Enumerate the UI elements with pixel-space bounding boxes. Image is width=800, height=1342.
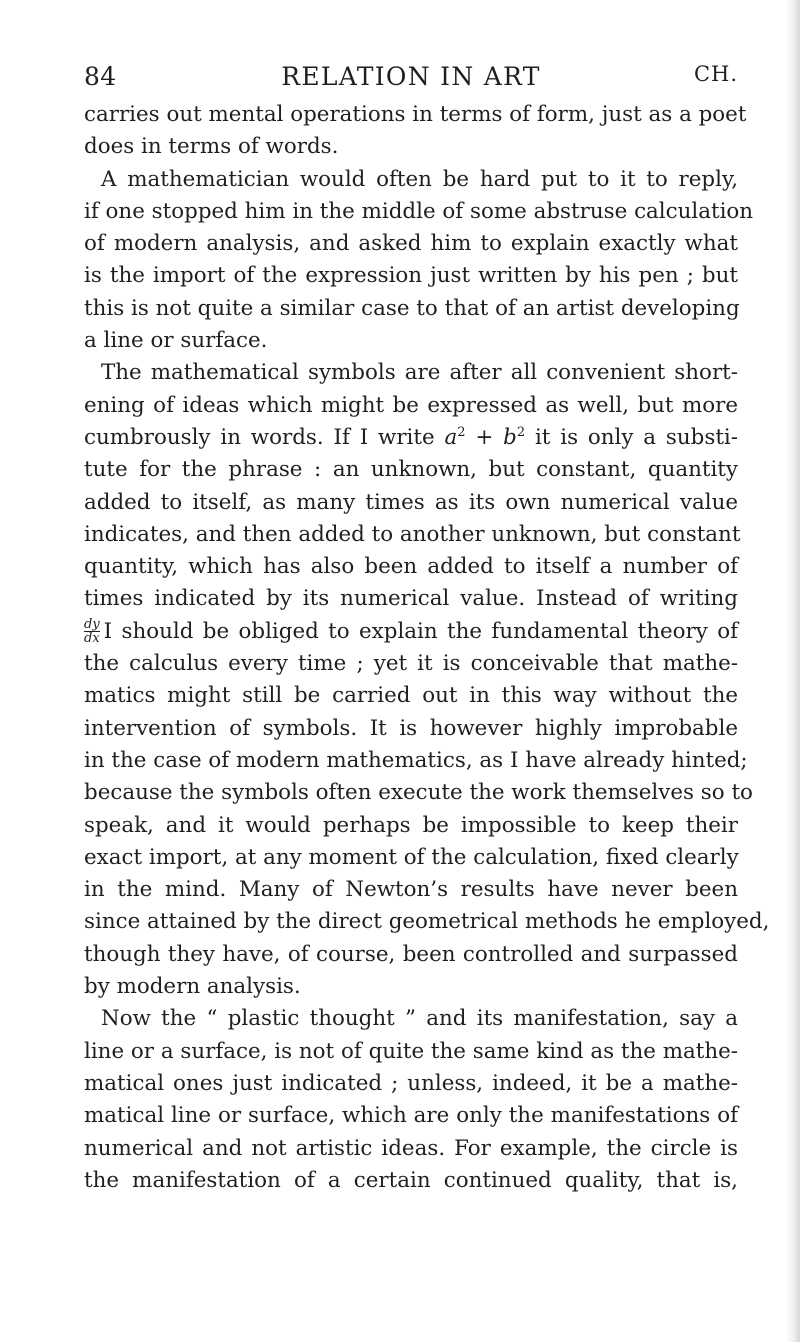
text-line: exact import, at any moment of the calculation, fixed clearly [84,844,739,870]
text-line: indicates, and then added to another unknown, but constant [84,521,741,547]
page-edge-shadow [786,0,800,1342]
text-segment: I should be obliged to explain the fundamental theory of [103,618,738,644]
text-line: matics might still be carried out in this way without the [84,683,738,709]
text-line: The mathematical symbols are after all convenient short- [101,360,738,386]
chapter-abbrev: CH. [693,62,738,86]
text-line: a line or surface. [84,328,268,354]
text-line: intervention of symbols. It is however highly improbable [84,715,738,741]
math-exponent: 2 [516,424,526,440]
text-line-with-fraction [84,616,738,648]
text-line: tute for the phrase : an unknown, but constant, quantity [84,457,738,483]
text-line: because the symbols often execute the work themselves so to [84,780,753,806]
text-line: line or a surface, is not of quite the same kind as the mathe- [84,1038,738,1064]
math-exponent: 2 [457,424,466,440]
text-line: though they have, of course, been controlled and surpassed [84,941,738,967]
body-text [84,99,770,1197]
text-line: Now the “ plastic thought ” and its manifestation, say a [101,1006,738,1032]
text-line: speak, and it would perhaps be impossible to keep their [84,812,738,838]
text-line: quantity, which has also been added to itself a number of [84,554,738,580]
text-line: in the mind. Many of Newton’s results have never been [84,877,738,903]
text-line: times indicated by its numerical value. Instead of writing [84,586,738,612]
fraction-denominator: dx [84,631,100,647]
text-line: of modern analysis, and asked him to explain exactly what [84,231,738,257]
text-line-with-expression [84,422,738,454]
running-title: RELATION IN ART [281,62,541,91]
text-line: numerical and not artistic ideas. For example, the circle is [84,1135,738,1161]
text-line: this is not quite a similar case to that of an artist developing [84,295,740,321]
text-line: carries out mental operations in terms of form, just as a poet [84,102,747,127]
math-plus: + [465,424,504,450]
text-line: by modern analysis. [84,974,301,1000]
text-segment: cumbrously in words. If I write [84,424,445,450]
text-line: does in terms of words. [84,134,339,160]
text-line: the calculus every time ; yet it is conceivable that mathe- [84,651,738,677]
fraction-numerator: dy [84,617,100,633]
text-line: A mathematician would often be hard put to it to reply, [101,166,738,192]
math-variable-a: a [444,424,458,450]
text-line: matical line or surface, which are only the manifestations of [84,1103,738,1129]
text-line: is the import of the expression just written by his pen ; but [84,263,738,289]
math-variable-b: b [503,424,517,450]
text-line: matical ones just indicated ; unless, indeed, it be a mathe- [84,1070,738,1096]
text-line: since attained by the direct geometrical methods he employed, [84,909,770,935]
text-line: ening of ideas which might be expressed as well, but more [84,392,738,418]
page-number: 84 [84,62,117,91]
text-line: the manifestation of a certain continued quality, that is, [84,1167,738,1193]
text-line: added to itself, as many times as its own numerical value [84,489,738,515]
text-segment: it is only a substi- [525,424,738,450]
text-line: in the case of modern mathematics, as I have already hinted; [84,747,748,773]
running-header [84,58,738,98]
text-line: if one stopped him in the middle of some abstruse calculation [84,198,754,224]
derivative-fraction [84,618,100,645]
